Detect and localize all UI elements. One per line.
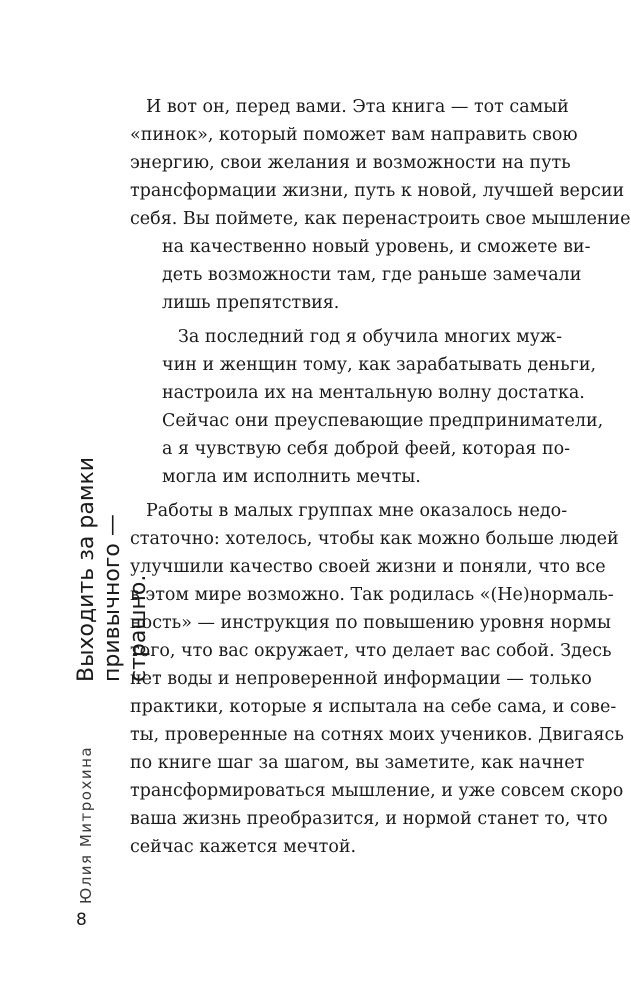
author-name: Юлия Митрохина	[77, 745, 95, 904]
body-line: улучшили качество своей жизни и поняли, что все	[130, 557, 606, 577]
running-head	[70, 700, 98, 904]
body-line: энергию, свои желания и возможности на путь	[130, 153, 571, 173]
body-line: Работы в малых группах мне оказалось недо-	[146, 501, 568, 521]
body-line: За последний год я обучила многих муж-	[178, 327, 563, 347]
body-line: ваша жизнь преобразится, и нормой станет то, что	[130, 809, 608, 829]
body-line: деть возможности там, где раньше замечали	[162, 265, 582, 285]
body-line: трансформации жизни, путь к новой, лучшей версии	[130, 181, 625, 201]
body-line: того, что вас окружает, что делает вас собой. Здесь	[130, 641, 612, 661]
body-line: могла им исполнить мечты.	[162, 467, 421, 487]
body-line: трансформироваться мышление, и уже совсем скоро	[130, 781, 624, 801]
body-line: практики, которые я испытала на себе сама, и сове-	[130, 697, 617, 717]
pull-quote-line: страшно.	[126, 574, 151, 682]
body-line: себя. Вы поймете, как перенастроить свое мышление	[130, 209, 631, 229]
body-line: сейчас кажется мечтой.	[130, 837, 357, 857]
body-line: настроила их на ментальную волну достатка.	[162, 383, 585, 403]
body-line: И вот он, перед вами. Эта книга — тот самый	[146, 97, 569, 117]
body-line: ность» — инструкция по повышению уровня нормы	[130, 613, 611, 633]
body-line: по книге шаг за шагом, вы заметите, как начнет	[130, 753, 585, 773]
body-line: лишь препятствия.	[162, 293, 340, 313]
body-line: в этом мире возможно. Так родилась «(Не)нормаль-	[130, 585, 614, 605]
body-line: нет воды и непроверенной информации — только	[130, 669, 592, 689]
body-line: на качественно новый уровень, и сможете ви-	[162, 237, 591, 257]
body-line: а я чувствую себя доброй феей, которая по-	[162, 439, 571, 459]
body-line: ты, проверенные на сотнях моих учеников. Двигаясь	[130, 725, 624, 745]
body-line: чин и женщин тому, как зарабатывать деньги,	[162, 355, 597, 375]
body-line: Сейчас они преуспевающие предприниматели,	[162, 411, 604, 431]
pull-quote	[74, 262, 154, 682]
pull-quote-line: Выходить за рамки	[74, 456, 99, 682]
pull-quote-line: привычного —	[100, 514, 125, 682]
body-line: статочно: хотелось, чтобы как можно больше людей	[130, 529, 619, 549]
page-number: 8	[76, 910, 87, 930]
body-line: «пинок», который поможет вам направить свою	[130, 125, 578, 145]
